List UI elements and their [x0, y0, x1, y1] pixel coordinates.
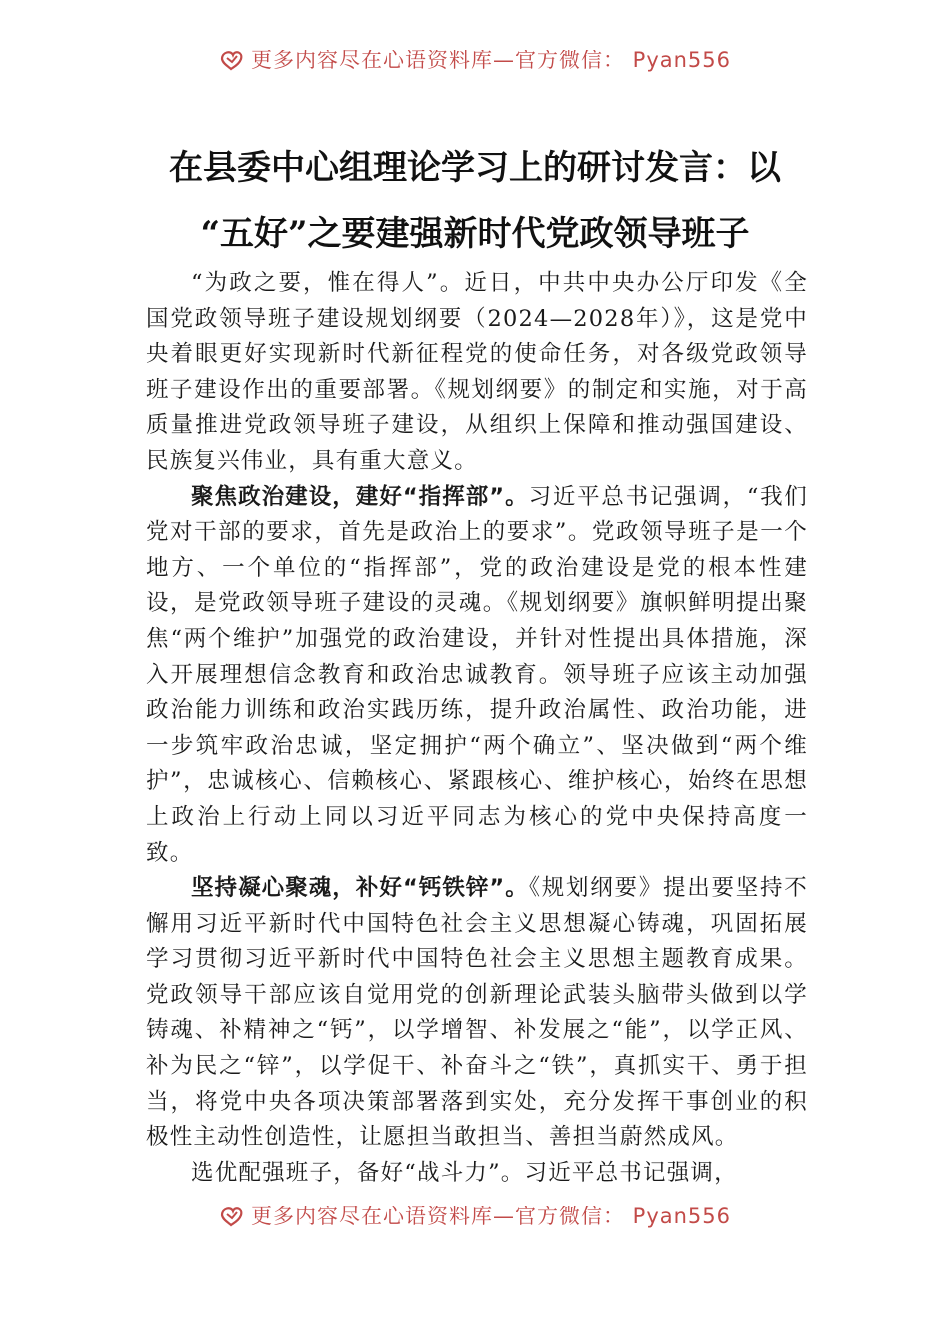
- watermark-text-footer: 更多内容尽在心语资料库—官方微信： Pyan556: [250, 1206, 732, 1228]
- document-body: [146, 266, 808, 1191]
- paragraph-3-text: 《规划纲要》提出要坚持不懈用习近平新时代中国特色社会主义思想凝心铸魂，巩固拓展学习贯彻习近平新时代中国特色社会主义思想主题教育成果。党政领导干部应该自觉用党的创新理论武装头脑带头做到以学铸魂、补精神之“钙”，以学增智、补发展之“能”，以学正风、补为民之“锌”，以学促干、补奋斗之“铁”，真抓实干、勇于担当，将党中央各项决策部署落到实处，充分发挥干事创业的积极性主动性创造性，让愿担当敢担当、善担当蔚然成风。: [146, 875, 808, 1151]
- document-title-line1: 在县委中心组理论学习上的研讨发言：以: [169, 148, 781, 188]
- paragraph-3-heading: 坚持凝心聚魂，补好“钙铁锌”。: [191, 875, 529, 902]
- paragraph-1-text: “为政之要，惟在得人”。近日，中共中央办公厅印发《全国党政领导班子建设规划纲要（2024—2028年）》，这是党中央着眼更好实现新时代新征程党的使命任务，对各级党政领导班子建设作出的重要部署。《规划纲要》的制定和实施，对于高质量推进党政领导班子建设，从组织上保障和推动强国建设、民族复兴伟业，具有重大意义。: [146, 270, 808, 474]
- brand-logo-icon: [219, 50, 245, 71]
- paragraph-1: [146, 266, 808, 480]
- paragraph-2: [146, 480, 808, 872]
- watermark-text: 更多内容尽在心语资料库—官方微信： Pyan556: [250, 50, 732, 72]
- paragraph-2-heading: 聚焦政治建设，建好“指挥部”。: [191, 483, 529, 510]
- paragraph-2-text: 习近平总书记强调，“我们党对干部的要求，首先是政治上的要求”。党政领导班子是一个地方、一个单位的“指挥部”，党的政治建设是党的根本性建设，是党政领导班子建设的灵魂。《规划纲要》旗帜鲜明提出聚焦“两个维护”加强党的政治建设，并针对性提出具体措施，深入开展理想信念教育和政治忠诚教育。领导班子应该主动加强政治能力训练和政治实践历练，提升政治属性、政治功能，进一步筑牢政治忠诚，坚定拥护“两个确立”、坚决做到“两个维护”，忠诚核心、信赖核心、紧跟核心、维护核心，始终在思想上政治上行动上同以习近平同志为核心的党中央保持高度一致。: [146, 483, 809, 866]
- paragraph-4: [146, 1156, 808, 1192]
- paragraph-4-text: 选优配强班子，备好“战斗力”。习近平总书记强调，: [191, 1159, 738, 1186]
- brand-logo-icon: [219, 1206, 245, 1227]
- paragraph-3: [146, 871, 808, 1156]
- document-title-line2: “五好”之要建强新时代党政领导班子: [200, 214, 750, 254]
- watermark-footer: [0, 1206, 950, 1240]
- watermark-header: [0, 50, 950, 84]
